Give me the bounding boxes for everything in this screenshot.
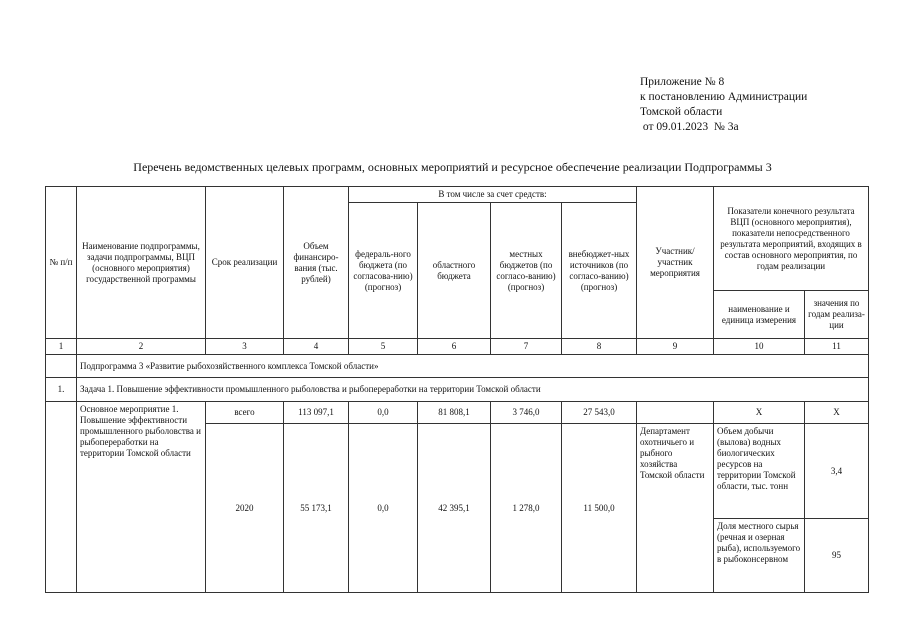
measure-name: Основное мероприятие 1. Повышение эффективности промышленного рыболовства и рыбопереработки на территории Томской области: [77, 402, 206, 593]
task-title: Задача 1. Повышение эффективности промышленного рыболовства и рыбопереработки на территории Томской области: [77, 378, 869, 402]
task-num: 1.: [46, 378, 77, 402]
header-participant: Участник/ участник мероприятия: [637, 187, 714, 339]
year-regional: 42 395,1: [418, 424, 491, 593]
indicator-name: Доля местного сырья (речная и озерная рыба), используемого в рыбоконсервном: [714, 519, 805, 593]
col-number: 2: [77, 339, 206, 355]
total-volume: 113 097,1: [284, 402, 349, 424]
total-federal: 0,0: [349, 402, 418, 424]
header-indicators: Показатели конечного результата ВЦП (основного мероприятия), показатели непосредственного результата мероприятий, входящих в состав основного мероприятия, по годам реализации: [714, 187, 869, 291]
participant: Департамент охотничьего и рыбного хозяйства Томской области: [637, 424, 714, 593]
indicator-name: Объем добычи (вылова) водных биологических ресурсов на территории Томской области, тыс. тонн: [714, 424, 805, 519]
total-extra: 27 543,0: [562, 402, 637, 424]
year-volume: 55 173,1: [284, 424, 349, 593]
header-local: местных бюджетов (по согласо-ванию) (прогноз): [491, 203, 562, 339]
total-indicator-name: Х: [714, 402, 805, 424]
col-number: 6: [418, 339, 491, 355]
header-federal: федераль-ного бюджета (по согласова-нию) (прогноз): [349, 203, 418, 339]
column-numbers-row: [46, 339, 869, 355]
subprogram-title: Подпрограмма 3 «Развитие рыбохозяйственного комплекса Томской области»: [77, 355, 869, 378]
col-number: 1: [46, 339, 77, 355]
appendix-line: Томской области: [640, 106, 723, 118]
indicator-value: 3,4: [805, 424, 869, 519]
header-num: № п/п: [46, 187, 77, 339]
appendix-line: от 09.01.2023 № 3а: [640, 121, 739, 133]
col-number: 9: [637, 339, 714, 355]
header-name: Наименование подпрограммы, задачи подпрограммы, ВЦП (основного мероприятия) государственной программы: [77, 187, 206, 339]
col-number: 3: [206, 339, 284, 355]
appendix-header: [640, 75, 880, 135]
col-number: 11: [805, 339, 869, 355]
header-indicator-values: значения по годам реализа-ции: [805, 291, 869, 339]
col-number: 7: [491, 339, 562, 355]
year-local: 1 278,0: [491, 424, 562, 593]
subprogram-row: [46, 355, 869, 378]
appendix-line: к постановлению Администрации: [640, 91, 808, 103]
header-regional: областного бюджета: [418, 203, 491, 339]
appendix-line: Приложение № 8: [640, 76, 725, 88]
total-regional: 81 808,1: [418, 402, 491, 424]
header-including: В том числе за счет средств:: [349, 187, 637, 203]
col-number: 5: [349, 339, 418, 355]
total-local: 3 746,0: [491, 402, 562, 424]
total-term: всего: [206, 402, 284, 424]
total-indicator-value: Х: [805, 402, 869, 424]
total-row: [46, 402, 869, 424]
year-federal: 0,0: [349, 424, 418, 593]
col-number: 10: [714, 339, 805, 355]
year-term: 2020: [206, 424, 284, 593]
header-volume: Объем финансиро-вания (тыс. рублей): [284, 187, 349, 339]
programs-table: [45, 186, 869, 593]
col-number: 8: [562, 339, 637, 355]
task-row: [46, 378, 869, 402]
document-title: Перечень ведомственных целевых программ, основных мероприятий и ресурсное обеспечение реализации Подпрограммы 3: [133, 160, 772, 174]
year-extra: 11 500,0: [562, 424, 637, 593]
header-term: Срок реализации: [206, 187, 284, 339]
indicator-value: 95: [805, 519, 869, 593]
header-extra: внебюджет-ных источников (по согласо-ванию) (прогноз): [562, 203, 637, 339]
col-number: 4: [284, 339, 349, 355]
header-indicator-name: наименование и единица измерения: [714, 291, 805, 339]
